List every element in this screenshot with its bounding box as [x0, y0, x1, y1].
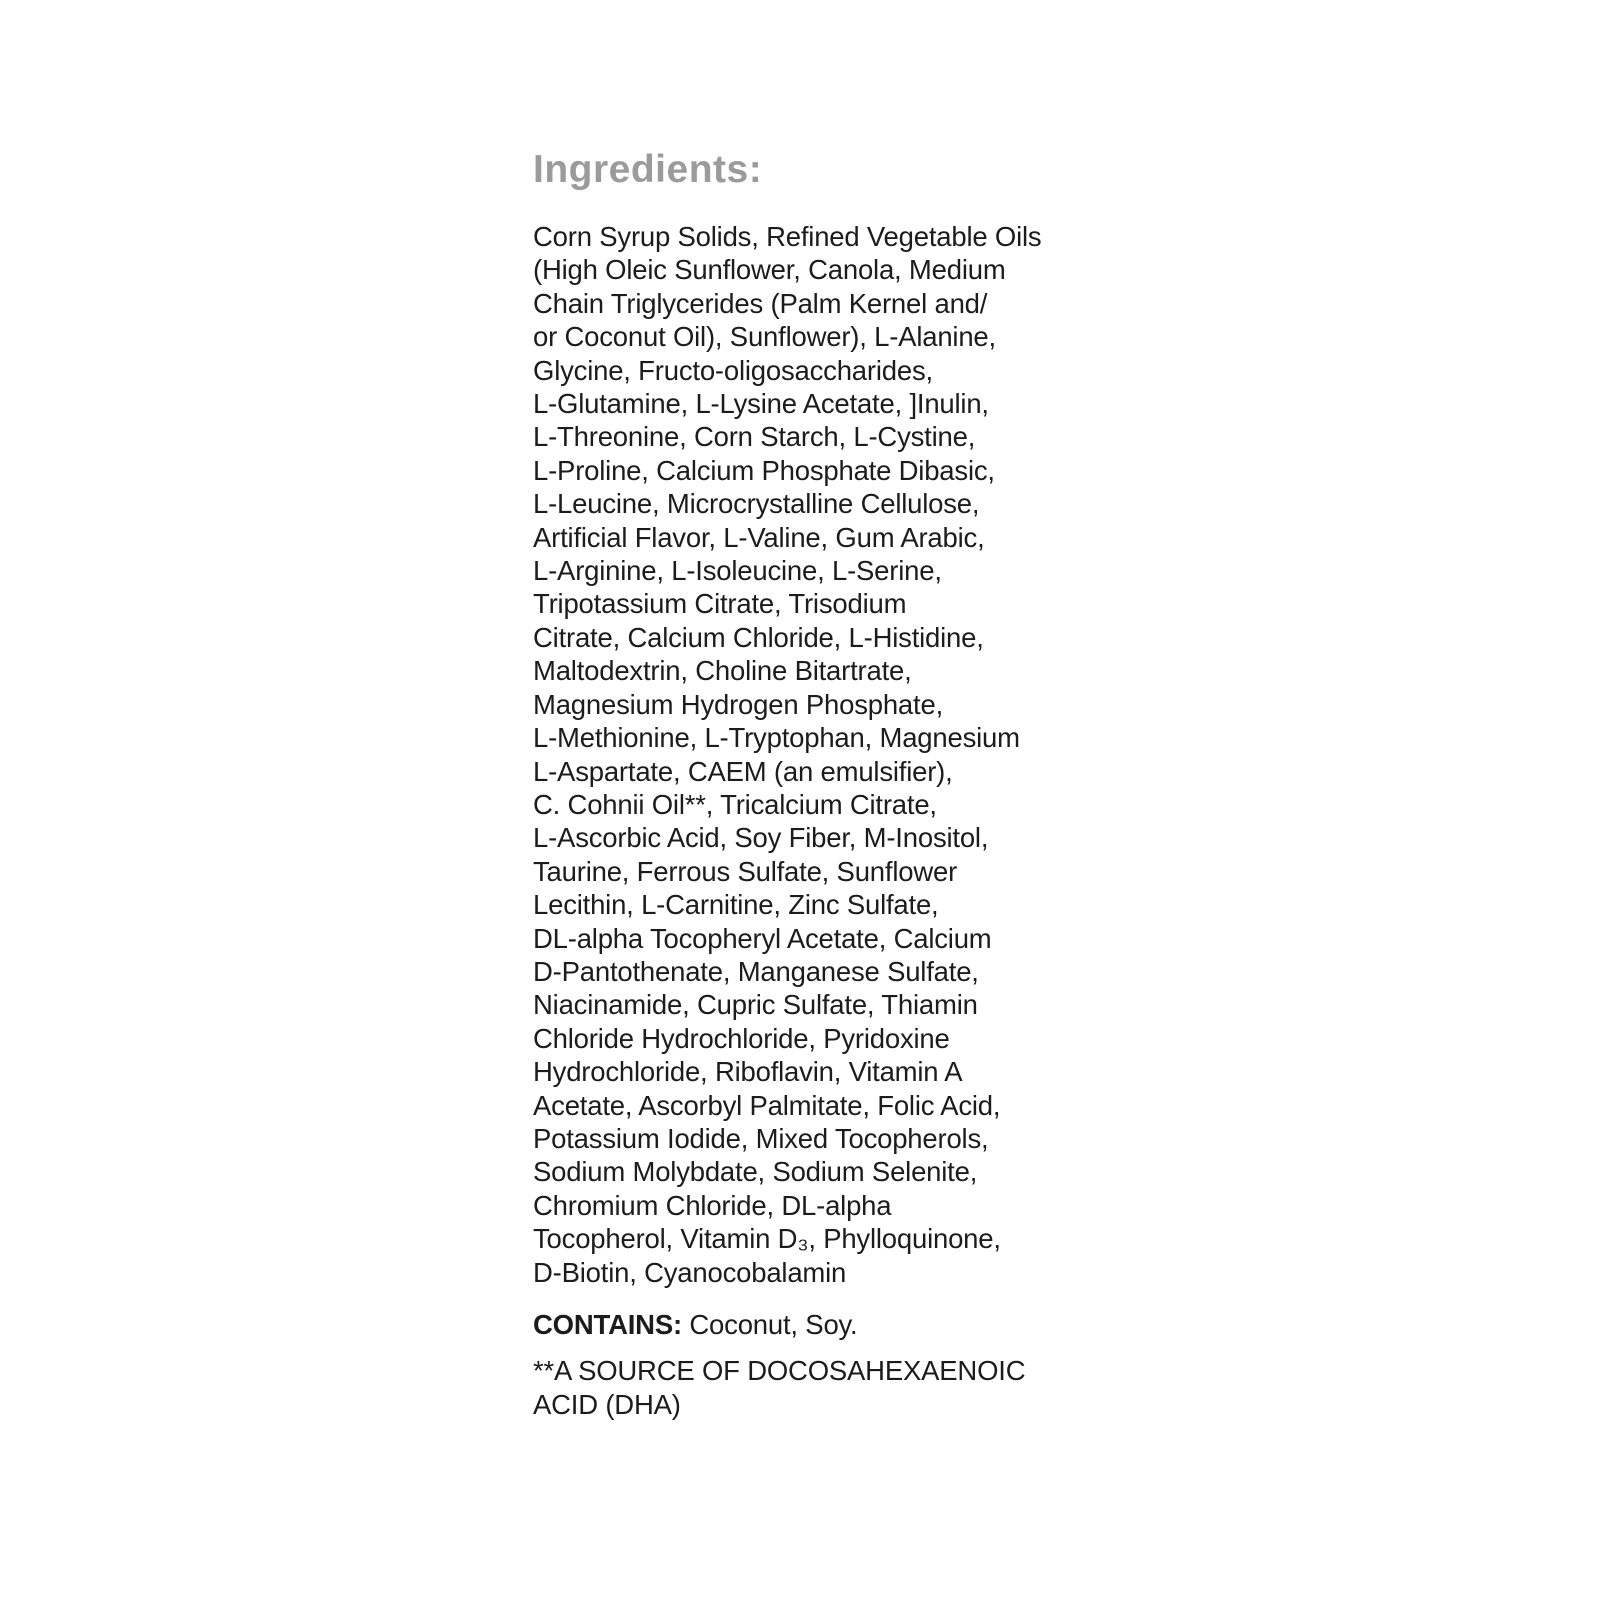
ingredients-line: L-Ascorbic Acid, Soy Fiber, M-Inositol,: [533, 822, 989, 854]
dha-footnote: [533, 1354, 1093, 1421]
footnote-line: **A SOURCE OF DOCOSAHEXAENOIC: [533, 1355, 1026, 1387]
ingredients-line: C. Cohnii Oil**, Tricalcium Citrate,: [533, 788, 937, 820]
ingredients-line: Magnesium Hydrogen Phosphate,: [533, 688, 944, 720]
ingredients-line: L-Leucine, Microcrystalline Cellulose,: [533, 488, 980, 520]
ingredients-line: L-Proline, Calcium Phosphate Dibasic,: [533, 454, 995, 486]
ingredients-line: Acetate, Ascorbyl Palmitate, Folic Acid,: [533, 1089, 1001, 1121]
ingredients-line: DL-alpha Tocopheryl Acetate, Calcium: [533, 922, 992, 954]
ingredients-line: Niacinamide, Cupric Sulfate, Thiamin: [533, 989, 978, 1021]
ingredients-panel: [533, 148, 1093, 1421]
ingredients-line: Chain Triglycerides (Palm Kernel and/: [533, 287, 988, 319]
ingredients-line: Artificial Flavor, L-Valine, Gum Arabic,: [533, 521, 985, 553]
ingredients-line: Lecithin, L-Carnitine, Zinc Sulfate,: [533, 889, 939, 921]
ingredients-line: Tocopherol, Vitamin D₃, Phylloquinone,: [533, 1223, 1001, 1255]
ingredients-line: Chromium Chloride, DL-alpha: [533, 1189, 892, 1221]
ingredients-line: Potassium Iodide, Mixed Tocopherols,: [533, 1122, 989, 1154]
ingredients-line: Hydrochloride, Riboflavin, Vitamin A: [533, 1056, 963, 1088]
ingredients-line: Citrate, Calcium Chloride, L-Histidine,: [533, 621, 984, 653]
ingredients-line: (High Oleic Sunflower, Canola, Medium: [533, 254, 1006, 286]
contains-value: Coconut, Soy.: [689, 1309, 858, 1340]
ingredients-line: L-Threonine, Corn Starch, L-Cystine,: [533, 421, 976, 453]
ingredients-line: Glycine, Fructo-oligosaccharides,: [533, 354, 933, 386]
ingredients-line: Sodium Molybdate, Sodium Selenite,: [533, 1156, 978, 1188]
ingredients-line: L-Aspartate, CAEM (an emulsifier),: [533, 755, 953, 787]
ingredients-line: or Coconut Oil), Sunflower), L-Alanine,: [533, 321, 996, 353]
ingredients-line: Tripotassium Citrate, Trisodium: [533, 588, 907, 620]
contains-label: CONTAINS:: [533, 1309, 682, 1340]
ingredients-heading: Ingredients:: [533, 148, 763, 191]
ingredients-list: [533, 220, 1093, 1289]
ingredients-line: L-Arginine, L-Isoleucine, L-Serine,: [533, 555, 942, 587]
ingredients-line: Chloride Hydrochloride, Pyridoxine: [533, 1022, 950, 1054]
contains-statement: [533, 1308, 1093, 1341]
ingredients-line: L-Methionine, L-Tryptophan, Magnesium: [533, 722, 1020, 754]
footnote-line: ACID (DHA): [533, 1388, 681, 1420]
ingredients-line: Corn Syrup Solids, Refined Vegetable Oils: [533, 221, 1042, 252]
ingredients-line: D-Pantothenate, Manganese Sulfate,: [533, 955, 979, 987]
ingredients-line: Taurine, Ferrous Sulfate, Sunflower: [533, 855, 958, 887]
ingredients-line: Maltodextrin, Choline Bitartrate,: [533, 655, 912, 687]
ingredients-line: D-Biotin, Cyanocobalamin: [533, 1256, 847, 1288]
ingredients-line: L-Glutamine, L-Lysine Acetate, ]Inulin,: [533, 388, 989, 420]
